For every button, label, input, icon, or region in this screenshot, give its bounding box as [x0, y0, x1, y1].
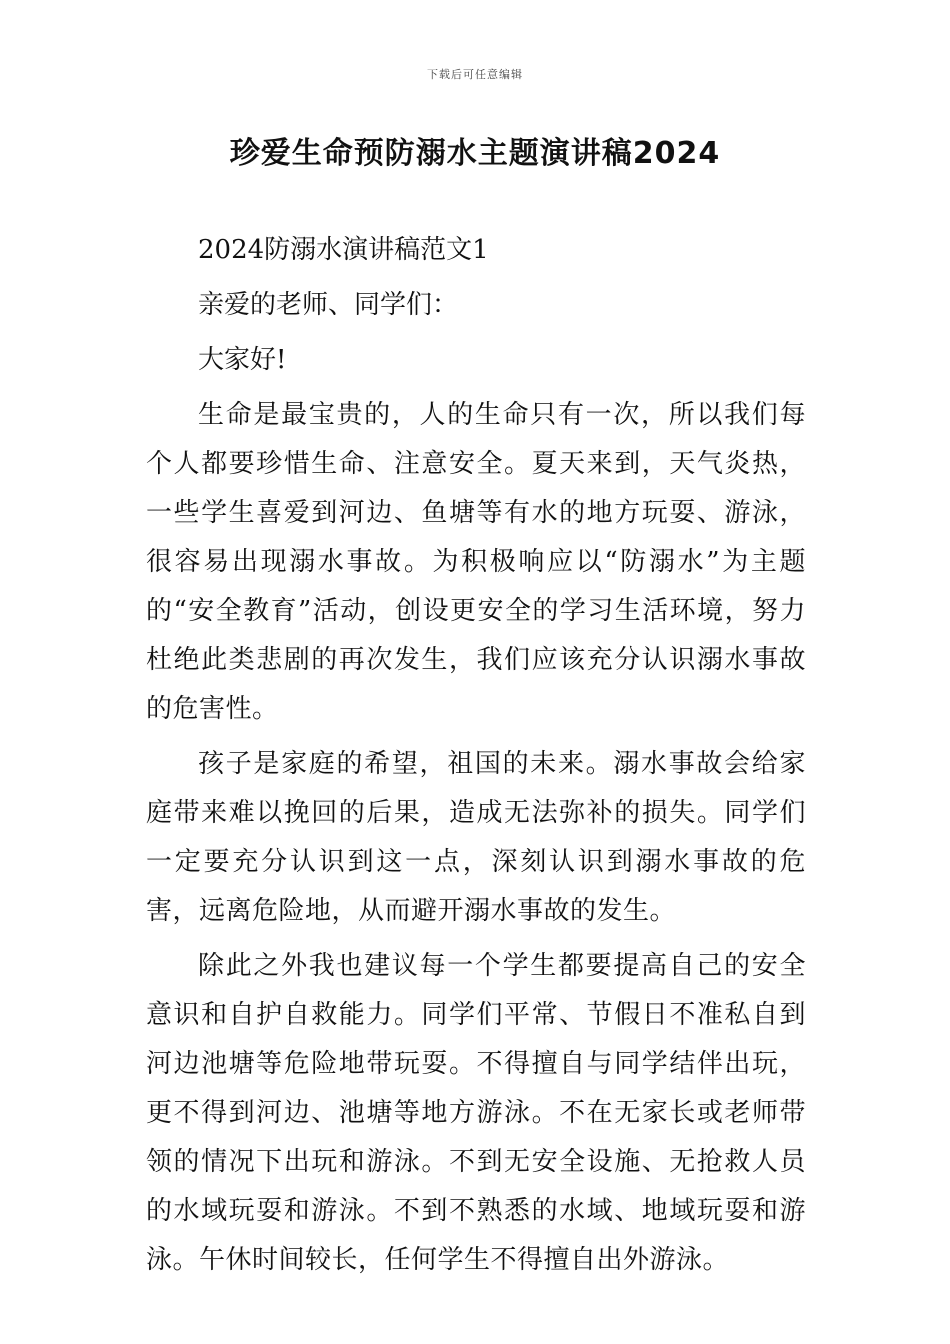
section-subtitle: 2024防溺水演讲稿范文1: [198, 235, 489, 265]
salutation: 亲爱的老师、同学们：: [198, 290, 459, 320]
greeting: 大家好!: [198, 345, 287, 375]
paragraph-2: 孩子是家庭的希望，祖国的未来。溺水事故会给家庭带来难以挽回的后果，造成无法弥补的损失。同学们一定要充分认识到这一点，深刻认识到溺水事故的危害，远离危险地，从而避开溺水事故的发生。: [146, 749, 806, 926]
document-body: [146, 226, 806, 1285]
paragraph-3: 除此之外我也建议每一个学生都要提高自己的安全意识和自护自救能力。同学们平常、节假日不准私自到河边池塘等危险地带玩耍。不得擅自与同学结伴出玩，更不得到河边、池塘等地方游泳。不在无家长或老师带领的情况下出玩和游泳。不到无安全设施、无抢救人员的水域玩耍和游泳。不到不熟悉的水域、地域玩耍和游泳。午休时间较长，任何学生不得擅自出外游泳。: [146, 951, 806, 1275]
document-title: 珍爱生命预防溺水主题演讲稿2024: [229, 136, 721, 171]
paragraph-1: 生命是最宝贵的，人的生命只有一次，所以我们每个人都要珍惜生命、注意安全。夏天来到，天气炎热，一些学生喜爱到河边、鱼塘等有水的地方玩耍、游泳，很容易出现溺水事故。为积极响应以“防溺水”为主题的“安全教育”活动，创设更安全的学习生活环境，努力杜绝此类悲剧的再次发生，我们应该充分认识溺水事故的危害性。: [146, 400, 806, 724]
header-note: 下载后可任意编辑: [427, 68, 523, 81]
